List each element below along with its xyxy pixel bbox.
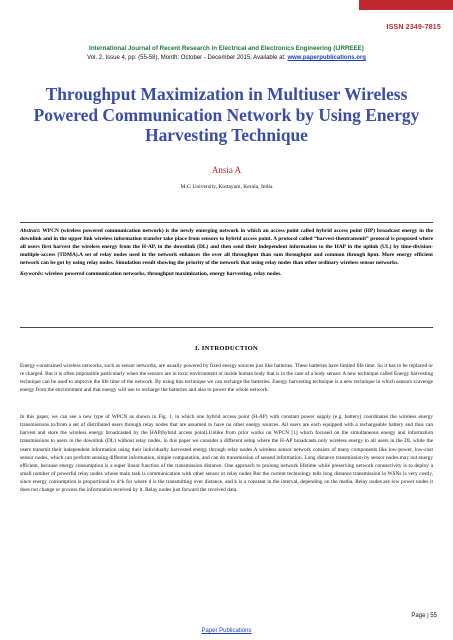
abstract-text: WPCN (wireless powered communication network) is the newly emerging network in which an access point called hybrid access point (HP) broadcast energy in the downlink and in the upper link wireless information transfer take place from sensors to hybrid access point. A protocol called “harvest-thentransmit” protocol is proposed where all users first harvest the wireless energy from the H-AP, in the downlink (DL) and then send their independent information to the HAP in the uplink (UL) by time-division-multiple-access (TDMA).A set of relay nodes used in the network enhances the over all throughput than sum throughput and common through hput. More energy efficient network can be got by using relay nodes. Simulation result showing the priority of the network that using relay nodes than other ordinary wireless sensor networks. (20, 228, 433, 267)
intro-paragraph-2: In this paper, we can see a new type of WPCN as shown in Fig. 1, in which one hybrid access point (H-AP) with constant power supply (e.g. battery) coordinates the wireless energy transmissions to/from a set of distributed users through relay nodes that are assumed to have no other energy sources. All users are each equipped with a rechargeable battery and thus can harvest and store the wireless energy broadcasted by the HAP(hybrid access point).Unlike from prior works on WPCN [1] which focused on the simultaneous energy and information transmissions to users in the downlink (DL) without relay nodes, in this paper we consider a different setup where the H-AP broadcasts only wireless energy to all users in the DL while the users transmit their independent information using their individually harvested energy through relay nodes.A wireless sensor network consists of many components like low-power, low-cost sensor nodes, which can perform sensing different information, simple computation, and can do transmission of sensed information. Long distance transmission by sensor nodes may not energy efficient, because energy consumption is a super linear function of the transmission distance. One approach to prolong network lifetime while preserving network connectivity is to deploy a small number of powerful relay nodes whose main task is communication with other sensor or relay nodes But the current technology tells long distance transmission in WSNs is very costly, since energy consumption is proportional to d^k for where d is the transmitting over distance, and k is a constant in the interval, depending on the media. Relay nodes are low power nodes it does not change or process the information received by it. Relay nodes just forward the received data. (20, 414, 433, 494)
section-heading: I. INTRODUCTION (194, 345, 259, 352)
keywords-paragraph (20, 270, 433, 278)
abstract-top-rule (20, 222, 433, 223)
publisher-link[interactable]: Paper Publications (201, 628, 252, 634)
keywords-text: wireless powered communication networks, throughput maximization, energy harvesting, relay nodes. (43, 271, 282, 278)
journal-url-link[interactable]: www.paperpublications.org (287, 55, 366, 61)
author-affiliation: M.G University, Kottayam, Kerala, India (180, 184, 273, 190)
paper-author: Ansia A (211, 165, 242, 175)
intro-paragraph-1: Energy-constrained wireless networks, such as sensor networks, are usually powered by fixed energy sources just like batteries. These batteries have limited life time. So it has to be replaced or re charged. But it is often impossible particularly when the sensors are in toxic environment or inside human body that is in the case of a body sensor. A new technique called Energy harvesting technique can be used to improve the life time of the network. By using this technique we can recharge the batteries. Energy harvesting technique is a new technique in which sensors scavenge energy from the environment and that energy will use to recharge the batteries and also to power the whole network. (20, 363, 433, 394)
abstract-paragraph (20, 227, 433, 267)
volume-line (0, 55, 453, 61)
header-red-band (359, 0, 453, 10)
issn-label: ISSN 2349-7815 (386, 24, 441, 31)
abstract-bottom-rule (20, 327, 433, 328)
journal-name: International Journal of Recent Research in Electrical and Electronics Engineering (IJRREEE) (89, 45, 364, 52)
volume-text: Vol. 2, Issue 4, pp: (55-58), Month: October - December 2015, Available at: (87, 55, 288, 61)
abstract-label: Abstract: (20, 228, 41, 234)
abstract-block (20, 227, 433, 279)
page-number: Page | 55 (411, 613, 437, 619)
paper-title: Throughput Maximization in Multiuser Wireless Powered Communication Network by Using Energy Harvesting Technique (33, 84, 420, 145)
keywords-label: Keywords: (20, 271, 44, 278)
header-band (0, 0, 453, 10)
